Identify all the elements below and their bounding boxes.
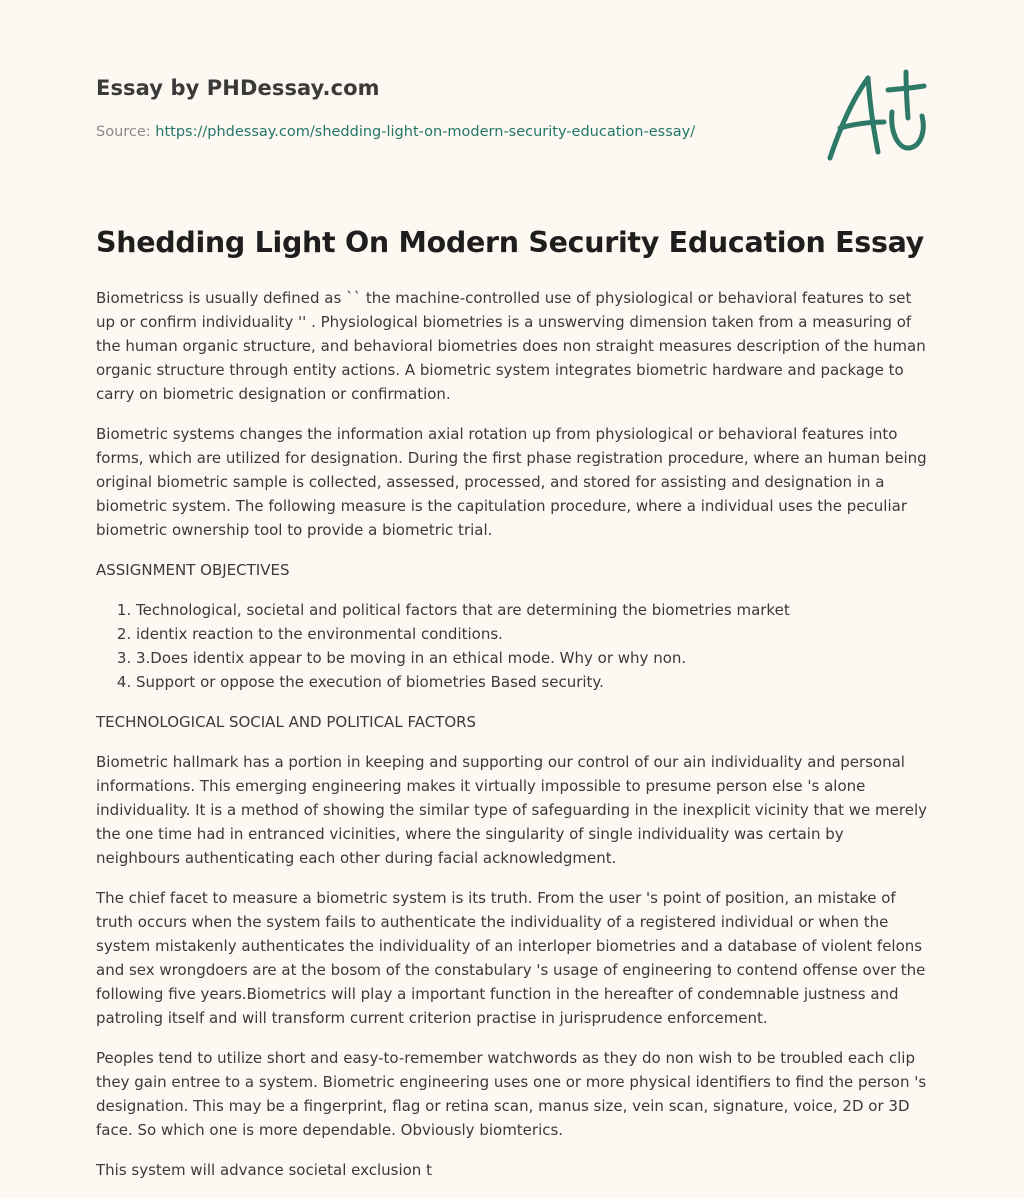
essay-paragraph: Biometricss is usually defined as `` the machine-controlled use of physiological or behavioral features to set up or confirm individuality '' . Physiological biometries is a unswerving dimension taken from a measuring of the human organic structure, and behavioral biometries does non straight measures description of the human organic structure through entity actions. A biometric system integrates biometric hardware and package to carry on biometric designation or confirmation. xyxy=(96,289,926,403)
list-item: 1. Technological, societal and political factors that are determining the biometries market xyxy=(136,598,932,622)
factors-heading: TECHNOLOGICAL SOCIAL AND POLITICAL FACTORS xyxy=(96,713,477,731)
objectives-heading: ASSIGNMENT OBJECTIVES xyxy=(96,561,290,579)
site-title: Essay by PHDessay.com xyxy=(96,76,380,100)
source-link[interactable]: https://phdessay.com/shedding-light-on-modern-security-education-essay/ xyxy=(155,124,696,140)
source-label: Source: xyxy=(96,124,151,140)
essay-body xyxy=(96,286,932,1198)
essay-paragraph: This system will advance societal exclusion t xyxy=(96,1161,432,1179)
a-plus-logo-icon xyxy=(818,66,930,166)
objectives-list xyxy=(96,598,932,694)
essay-paragraph: Biometric systems changes the information axial rotation up from physiological or behavioral features into forms, which are utilized for designation. During the first phase registration procedure, where an human being original biometric sample is collected, assessed, processed, and stored for assisting and designation in a biometric system. The following measure is the capitulation procedure, where a individual uses the peculiar biometric ownership tool to provide a biometric trial. xyxy=(96,425,927,539)
list-item: 4. Support or oppose the execution of biometries Based security. xyxy=(136,670,932,694)
essay-paragraph: Peoples tend to utilize short and easy-to-remember watchwords as they do non wish to be troubled each clip they gain entree to a system. Biometric engineering uses one or more physical identifiers to find the person 's designation. This may be a fingerprint, flag or retina scan, manus size, vein scan, signature, voice, 2D or 3D face. So which one is more dependable. Obviously biomterics. xyxy=(96,1049,927,1139)
essay-paragraph: Biometric hallmark has a portion in keeping and supporting our control of our ain individuality and personal informations. This emerging engineering makes it virtually impossible to presume person else 's alone individuality. It is a method of showing the similar type of safeguarding in the inexplicit vicinity that we merely the one time had in entranced vicinities, where the singularity of single individuality was certain by neighbours authenticating each other during facial acknowledgment. xyxy=(96,753,927,867)
source-line xyxy=(96,124,695,140)
essay-paragraph: The chief facet to measure a biometric system is its truth. From the user 's point of position, an mistake of truth occurs when the system fails to authenticate the individuality of a registered individual or when the system mistakenly authenticates the individuality of an interloper biometries and a database of violent felons and sex wrongdoers are at the bosom of the constabulary 's usage of engineering to contend offense over the following five years.Biometrics will play a important function in the hereafter of condemnable justness and patroling itself and will transform current criterion practise in jurisprudence enforcement. xyxy=(96,889,926,1027)
list-item: 2. identix reaction to the environmental conditions. xyxy=(136,622,932,646)
list-item: 3. 3.Does identix appear to be moving in an ethical mode. Why or why non. xyxy=(136,646,932,670)
essay-title: Shedding Light On Modern Security Education Essay xyxy=(96,226,924,259)
